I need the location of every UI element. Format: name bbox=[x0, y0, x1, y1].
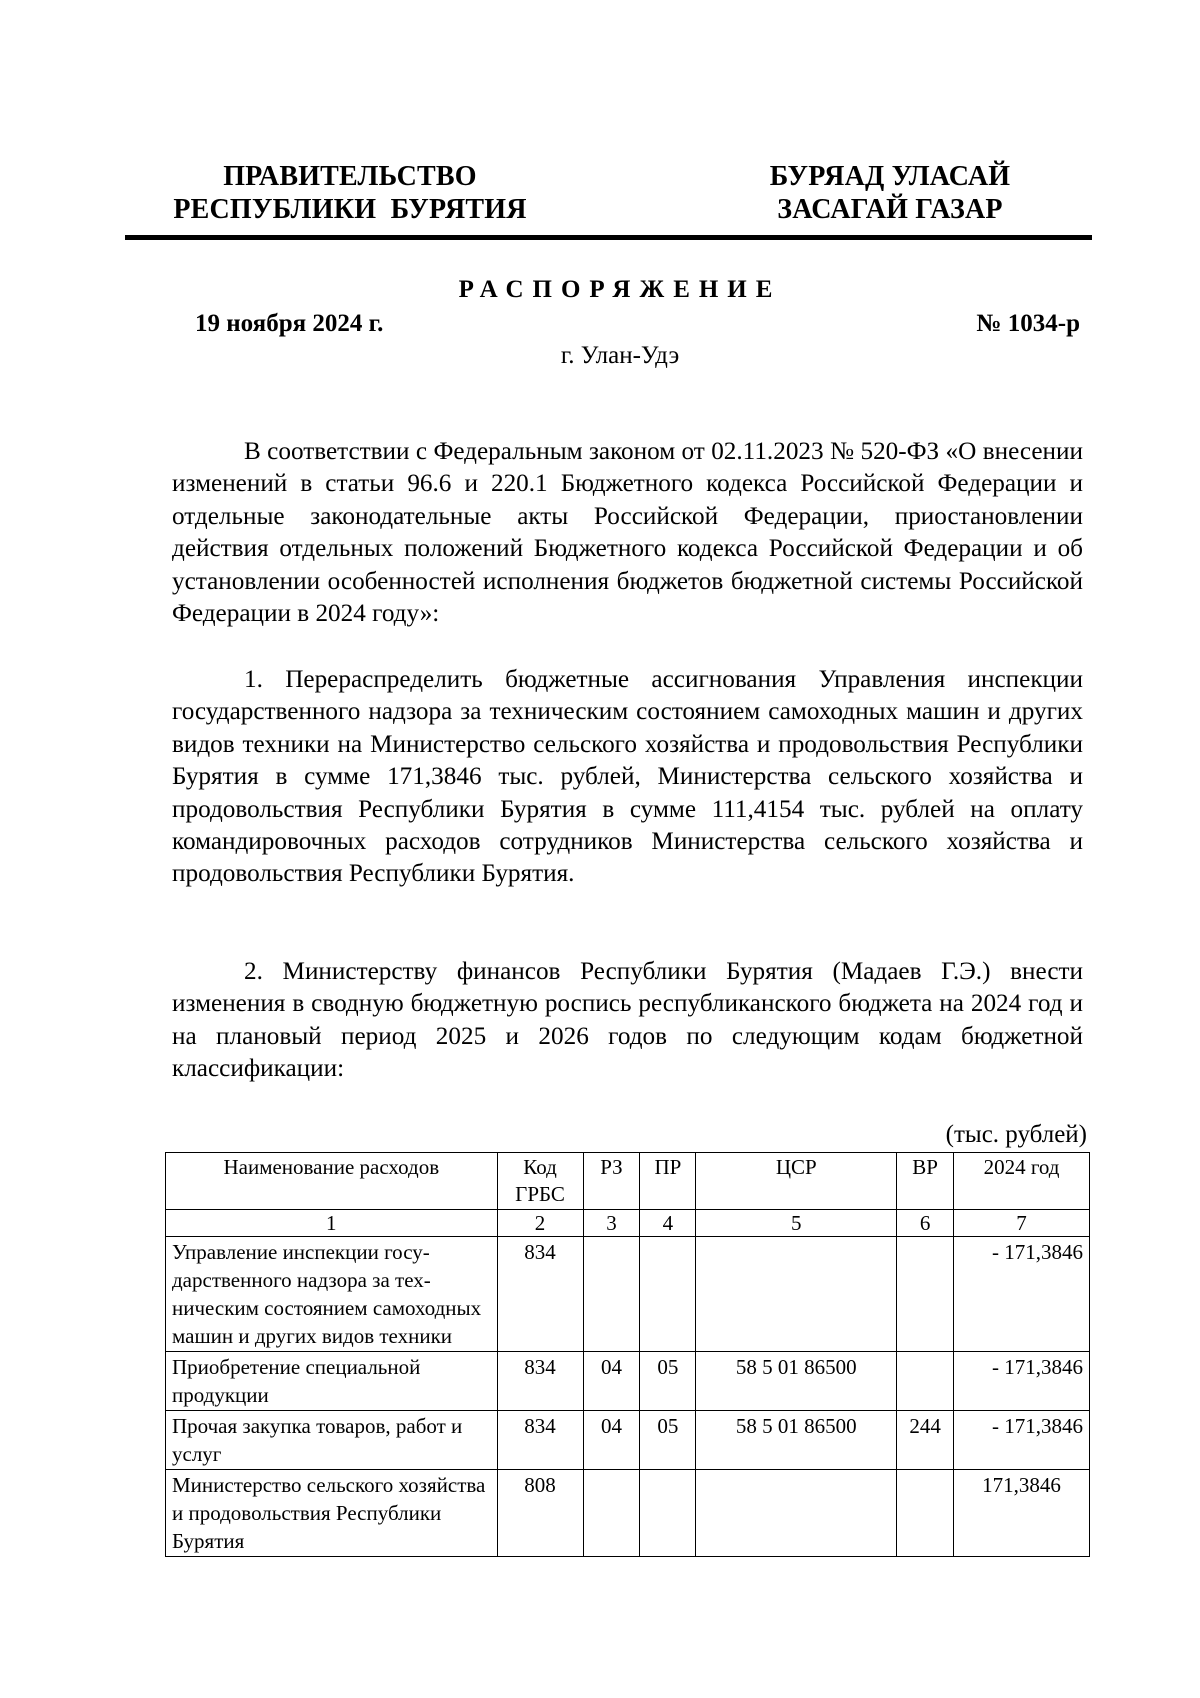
header-cell-year: 2024 год bbox=[954, 1153, 1090, 1210]
row-grbs-cell: 834 bbox=[497, 1237, 583, 1352]
header-cell-name: Наименование расходов bbox=[166, 1153, 498, 1210]
order-number: № 1034-р bbox=[976, 310, 1080, 337]
index-cell: 3 bbox=[583, 1210, 640, 1237]
row-amount-cell: - 171,3846 bbox=[954, 1352, 1090, 1411]
row-vr-cell: 244 bbox=[897, 1411, 954, 1470]
index-cell: 5 bbox=[696, 1210, 897, 1237]
row-amount-cell: - 171,3846 bbox=[954, 1237, 1090, 1352]
table-index-row bbox=[166, 1210, 1090, 1237]
index-cell: 6 bbox=[897, 1210, 954, 1237]
item-1-paragraph: 1. Перераспределить бюджетные ассигнования Управления инспекции государственного надзора за техническим состоянием самоходных машин и других видов техники на Министерство сельского хозяйства и продовольствия Республики Бурятия в сумме 171,3846 тыс. рублей, Министерства сельского хозяйства и продовольствия Республики Бурятия в сумме 111,4154 тыс. рублей на оплату командировочных расходов сотрудников Министерства сельского хозяйства и продовольствия Республики Бурятия. bbox=[172, 666, 1083, 888]
row-pr-cell: 05 bbox=[640, 1352, 696, 1411]
preamble-paragraph: В соответствии с Федеральным законом от 02.11.2023 № 520-ФЗ «О внесении изменений в статьи 96.6 и 220.1 Бюджетного кодекса Российской Федерации и отдельные законодательные акты Российской Федерации, приостановлении действия отдельных положений Бюджетного кодекса Российской Федерации и об установлении особенностей исполнения бюджетов бюджетной системы Российской Федерации в 2024 году»: bbox=[172, 438, 1083, 628]
row-amount-cell: - 171,3846 bbox=[954, 1411, 1090, 1470]
row-amount-cell: 171,3846 bbox=[954, 1470, 1090, 1557]
row-csr-cell bbox=[696, 1237, 897, 1352]
row-pr-cell bbox=[640, 1470, 696, 1557]
header-right bbox=[745, 160, 1035, 226]
row-name-cell: Министерство сельского хозяйства и продовольствия Республики Бурятия bbox=[166, 1470, 498, 1557]
budget-table bbox=[165, 1152, 1090, 1557]
header-cell-vr: ВР bbox=[897, 1153, 954, 1210]
table-row bbox=[166, 1470, 1090, 1557]
row-rz-cell bbox=[583, 1237, 640, 1352]
row-csr-cell: 58 5 01 86500 bbox=[696, 1411, 897, 1470]
header-left bbox=[170, 160, 530, 226]
table-row bbox=[166, 1411, 1090, 1470]
index-cell: 4 bbox=[640, 1210, 696, 1237]
header-cell-pr: ПР bbox=[640, 1153, 696, 1210]
index-cell: 1 bbox=[166, 1210, 498, 1237]
header-cell-grbs: Код ГРБС bbox=[497, 1153, 583, 1210]
row-rz-cell: 04 bbox=[583, 1352, 640, 1411]
header-divider bbox=[125, 235, 1092, 240]
row-vr-cell bbox=[897, 1237, 954, 1352]
row-grbs-cell: 808 bbox=[497, 1470, 583, 1557]
header-cell-csr: ЦСР bbox=[696, 1153, 897, 1210]
document-title: РАСПОРЯЖЕНИЕ bbox=[458, 276, 782, 303]
header-right-line1: БУРЯАД УЛАСАЙ bbox=[769, 161, 1011, 192]
header-right-line2: ЗАСАГАЙ ГАЗАР bbox=[777, 194, 1003, 225]
table-unit-label: (тыс. рублей) bbox=[945, 1121, 1087, 1148]
row-vr-cell bbox=[897, 1470, 954, 1557]
row-csr-cell bbox=[696, 1470, 897, 1557]
order-date: 19 ноября 2024 г. bbox=[195, 310, 384, 337]
row-pr-cell: 05 bbox=[640, 1411, 696, 1470]
row-name-cell: Приобретение специальной продукции bbox=[166, 1352, 498, 1411]
index-cell: 7 bbox=[954, 1210, 1090, 1237]
table-row bbox=[166, 1237, 1090, 1352]
header-left-line2: РЕСПУБЛИКИ БУРЯТИЯ bbox=[173, 194, 527, 225]
row-pr-cell bbox=[640, 1237, 696, 1352]
order-city: г. Улан-Удэ bbox=[560, 342, 680, 369]
table-header-row bbox=[166, 1153, 1090, 1210]
row-vr-cell bbox=[897, 1352, 954, 1411]
row-grbs-cell: 834 bbox=[497, 1411, 583, 1470]
row-grbs-cell: 834 bbox=[497, 1352, 583, 1411]
row-rz-cell bbox=[583, 1470, 640, 1557]
row-name-cell: Управление инспекции государственного надзора за техническим состоянием самоходных машин и других видов техники bbox=[166, 1237, 498, 1352]
table-row bbox=[166, 1352, 1090, 1411]
header-cell-rz: РЗ bbox=[583, 1153, 640, 1210]
row-name-cell: Прочая закупка товаров, работ и услуг bbox=[166, 1411, 498, 1470]
item-2-paragraph: 2. Министерству финансов Республики Бурятия (Мадаев Г.Э.) внести изменения в сводную бюджетную роспись республиканского бюджета на 2024 год и на плановый период 2025 и 2026 годов по следующим кодам бюджетной классификации: bbox=[172, 958, 1083, 1083]
header-left-line1: ПРАВИТЕЛЬСТВО bbox=[223, 161, 477, 192]
row-csr-cell: 58 5 01 86500 bbox=[696, 1352, 897, 1411]
row-rz-cell: 04 bbox=[583, 1411, 640, 1470]
index-cell: 2 bbox=[497, 1210, 583, 1237]
